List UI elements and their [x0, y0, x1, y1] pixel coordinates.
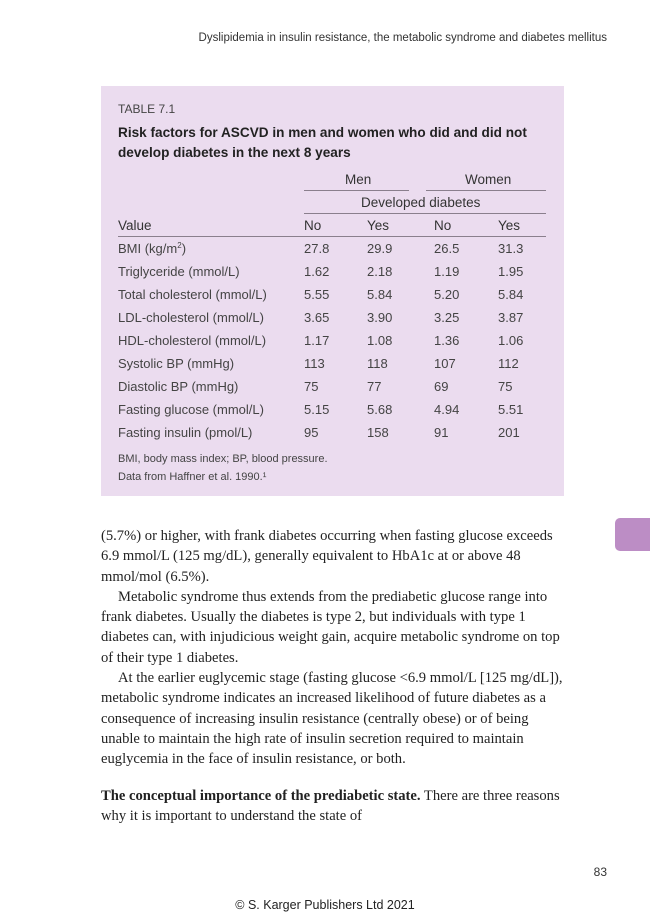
cell-women-yes: 75	[498, 379, 513, 394]
footnote-abbreviations: BMI, body mass index; BP, blood pressure.	[118, 453, 328, 465]
table-row	[101, 402, 564, 425]
row-label: Total cholesterol (mmol/L)	[118, 287, 267, 302]
table-row	[101, 425, 564, 448]
cell-men-no: 5.55	[304, 287, 330, 302]
cell-women-no: 5.20	[434, 287, 460, 302]
table-label: TABLE 7.1	[118, 102, 176, 116]
table-row	[101, 241, 564, 264]
men-rule	[304, 190, 409, 191]
table-row	[101, 310, 564, 333]
cell-women-yes: 112	[498, 356, 519, 371]
cell-men-no: 1.17	[304, 333, 330, 348]
paragraph: Metabolic syndrome thus extends from the prediabetic glucose range into frank diabetes. Usually the diabetes is type 2, but individuals with type 1 diabetes can, with injudicious weight gain, acquire metabolic syndrome on top of their type 1 diabetes.	[101, 588, 560, 666]
row-label: Systolic BP (mmHg)	[118, 356, 235, 371]
row-label: LDL-cholesterol (mmol/L)	[118, 310, 264, 325]
row-label: Diastolic BP (mmHg)	[118, 379, 239, 394]
running-header: Dyslipidemia in insulin resistance, the metabolic syndrome and diabetes mellitus	[198, 32, 607, 44]
table-row	[101, 333, 564, 356]
group-women-header: Women	[465, 172, 512, 187]
row-label: Fasting insulin (pmol/L)	[118, 425, 253, 440]
cell-women-yes: 1.95	[498, 264, 524, 279]
row-label: HDL-cholesterol (mmol/L)	[118, 333, 267, 348]
cell-men-yes: 77	[367, 379, 382, 394]
group-men-header: Men	[345, 172, 372, 187]
column-header-value: Value	[118, 218, 152, 233]
row-label: Triglyceride (mmol/L)	[118, 264, 240, 279]
table-row	[101, 379, 564, 402]
developed-diabetes-header: Developed diabetes	[361, 195, 481, 210]
column-header-women-yes: Yes	[498, 218, 521, 233]
cell-men-yes: 29.9	[367, 241, 393, 256]
cell-women-yes: 1.06	[498, 333, 524, 348]
cell-women-yes: 3.87	[498, 310, 524, 325]
section-paragraph	[101, 786, 571, 827]
table-panel	[101, 86, 564, 496]
cell-men-yes: 118	[367, 356, 388, 371]
table-row	[101, 287, 564, 310]
header-rule	[118, 236, 546, 237]
cell-women-yes: 201	[498, 425, 520, 440]
cell-men-no: 113	[304, 356, 325, 371]
cell-women-yes: 5.84	[498, 287, 524, 302]
cell-women-no: 107	[434, 356, 456, 371]
cell-men-no: 1.62	[304, 264, 330, 279]
cell-women-yes: 31.3	[498, 241, 524, 256]
footnote-source: Data from Haffner et al. 1990.¹	[118, 471, 267, 483]
cell-men-no: 27.8	[304, 241, 330, 256]
cell-men-yes: 2.18	[367, 264, 393, 279]
cell-men-yes: 158	[367, 425, 389, 440]
cell-women-no: 91	[434, 425, 449, 440]
cell-men-no: 3.65	[304, 310, 330, 325]
paragraph: (5.7%) or higher, with frank diabetes occurring when fasting glucose exceeds 6.9 mmol/L (125 mg/dL), generally equivalent to HbA1c at or above 48 mmol/mol (6.5%).	[101, 528, 553, 585]
chapter-thumb-tab	[615, 518, 650, 551]
cell-men-no: 5.15	[304, 402, 330, 417]
column-header-men-yes: Yes	[367, 218, 390, 233]
section-text: There are three reasons why it is important to understand the state of	[101, 787, 560, 824]
cell-women-no: 4.94	[434, 402, 460, 417]
cell-women-no: 3.25	[434, 310, 460, 325]
row-label: Fasting glucose (mmol/L)	[118, 402, 264, 417]
column-header-men-no: No	[304, 218, 322, 233]
table-row	[101, 356, 564, 379]
page-number: 83	[593, 865, 607, 879]
cell-men-yes: 1.08	[367, 333, 393, 348]
body-text	[101, 526, 571, 826]
table-row	[101, 264, 564, 287]
cell-women-no: 1.36	[434, 333, 460, 348]
cell-women-yes: 5.51	[498, 402, 524, 417]
paragraph: At the earlier euglycemic stage (fasting glucose <6.9 mmol/L [125 mg/dL]), metabolic syndrome indicates an increased likelihood of future diabetes as a consequence of increasing insulin resistance (centrally obese) or of being unable to maintain the high rate of insulin secretion required to maintain euglycemia in the face of insulin resistance, or both.	[101, 670, 563, 768]
section-heading: The conceptual importance of the prediabetic state.	[101, 787, 421, 804]
cell-men-yes: 3.90	[367, 310, 393, 325]
cell-women-no: 26.5	[434, 241, 460, 256]
column-header-women-no: No	[434, 218, 452, 233]
developed-rule	[304, 213, 546, 214]
cell-women-no: 1.19	[434, 264, 460, 279]
cell-women-no: 69	[434, 379, 449, 394]
table-footnote	[118, 450, 328, 486]
cell-men-no: 95	[304, 425, 319, 440]
copyright-notice: © S. Karger Publishers Ltd 2021	[235, 898, 415, 912]
cell-men-no: 75	[304, 379, 319, 394]
cell-men-yes: 5.84	[367, 287, 393, 302]
women-rule	[426, 190, 546, 191]
table-title: Risk factors for ASCVD in men and women who did and did not develop diabetes in the next 8 years	[118, 125, 527, 160]
row-label: BMI $(kg/m^2)$	[118, 241, 187, 256]
cell-men-yes: 5.68	[367, 402, 393, 417]
